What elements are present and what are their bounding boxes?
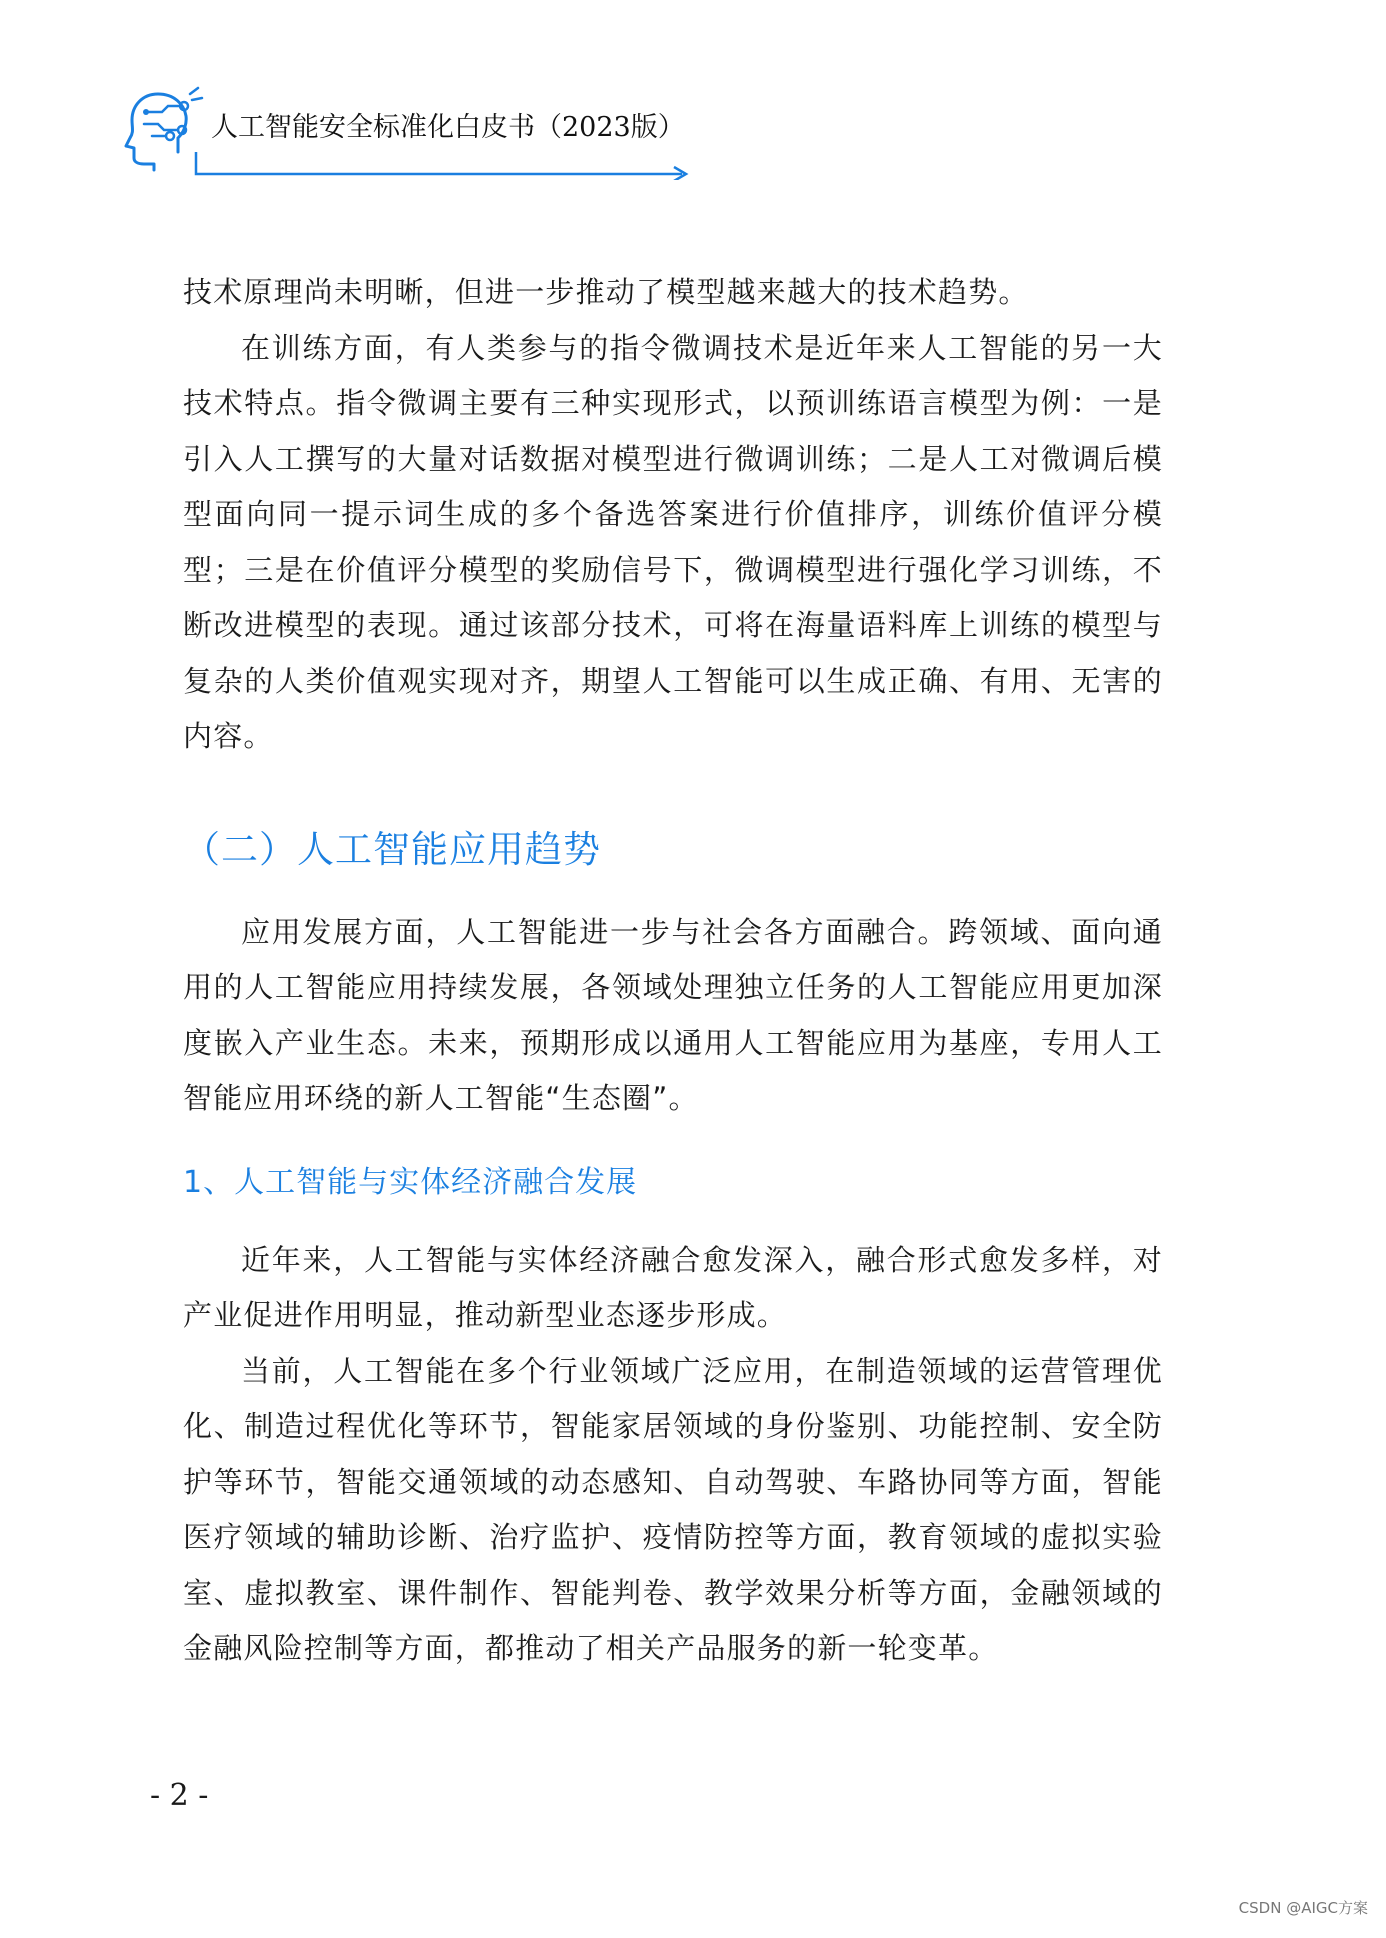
paragraph-5: 当前，人工智能在多个行业领域广泛应用，在制造领域的运营管理优化、制造过程优化等环节，智能家居领域的身份鉴别、功能控制、安全防护等环节，智能交通领域的动态感知、自动驾驶、车路协同等方面，智能医疗领域的辅助诊断、治疗监护、疫情防控等方面，教育领域的虚拟实验室、虚拟教室、课件制作、智能判卷、教学效果分析等方面，金融领域的金融风险控制等方面，都推动了相关产品服务的新一轮变革。 (183, 1353, 1163, 1665)
paragraph-1: 技术原理尚未明晰，但进一步推动了模型越来越大的技术趋势。 (183, 275, 1029, 309)
watermark: CSDN @AIGC方案 (1238, 1899, 1368, 1917)
paragraph-2: 在训练方面，有人类参与的指令微调技术是近年来人工智能的另一大技术特点。指令微调主要有三种实现形式，以预训练语言模型为例：一是引入人工撰写的大量对话数据对模型进行微调训练；二是人工对微调后模型面向同一提示词生成的多个备选答案进行价值排序，训练价值评分模型；三是在价值评分模型的奖励信号下，微调模型进行强化学习训练，不断改进模型的表现。通过该部分技术，可将在海量语料库上训练的模型与复杂的人类价值观实现对齐，期望人工智能可以生成正确、有用、无害的内容。 (183, 330, 1163, 753)
paragraph-4: 近年来，人工智能与实体经济融合愈发深入，融合形式愈发多样，对产业促进作用明显，推动新型业态逐步形成。 (183, 1242, 1163, 1332)
document-title: 人工智能安全标准化白皮书（2023版） (211, 112, 685, 143)
page-header (118, 82, 698, 172)
paragraph-3: 应用发展方面，人工智能进一步与社会各方面融合。跨领域、面向通用的人工智能应用持续发展，各领域处理独立任务的人工智能应用更加深度嵌入产业生态。未来，预期形成以通用人工智能应用为基座，专用人工智能应用环绕的新人工智能“生态圈”。 (183, 914, 1163, 1115)
header-arrow-line (194, 150, 694, 180)
sub-heading: 1、人工智能与实体经济融合发展 (183, 1164, 638, 1200)
main-content (183, 265, 1163, 1677)
page-number: - 2 - (150, 1778, 209, 1813)
section-heading: （二）人工智能应用趋势 (183, 827, 601, 871)
